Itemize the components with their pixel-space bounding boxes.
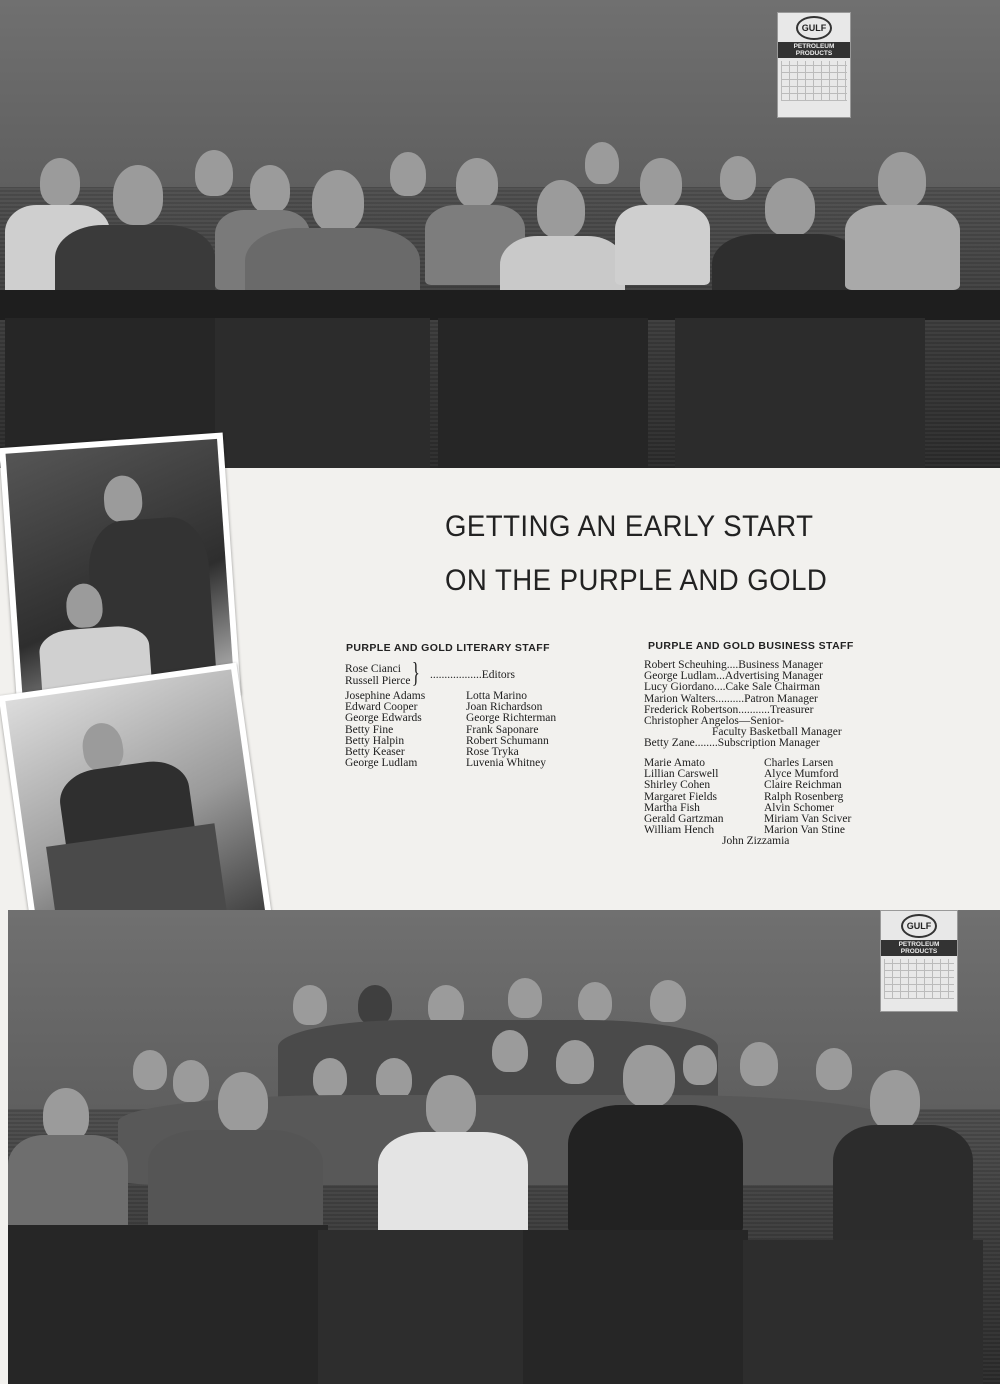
staff-name: Edward Cooper (345, 701, 418, 714)
student-body (833, 1125, 973, 1245)
officer-line: Robert Scheuhing....Business Manager (644, 659, 823, 671)
staff-name: Lillian Carswell (644, 768, 719, 781)
desk (743, 1240, 983, 1384)
staff-name: Josephine Adams (345, 690, 426, 702)
student-body (568, 1105, 743, 1235)
student-head (765, 178, 815, 236)
staff-name: William Hench (644, 824, 715, 837)
student-head (250, 165, 290, 213)
staff-name: Frank Saponare (466, 723, 539, 736)
staff-name: Marie Amato (644, 757, 705, 769)
officer-line: Marion Walters..........Patron Manager (644, 692, 818, 705)
student-head (40, 158, 80, 206)
staff-name: Robert Schumann (466, 734, 549, 747)
student-head (508, 978, 542, 1018)
student-head (740, 1042, 778, 1086)
page-heading (445, 500, 942, 608)
editors-brace: } (411, 658, 420, 689)
calendar-brand: PETROLEUM PRODUCTS (881, 940, 957, 956)
gulf-logo: GULF (796, 16, 832, 40)
student-head (492, 1030, 528, 1072)
student-head (358, 985, 392, 1025)
student-head (816, 1048, 852, 1090)
staff-name: Marion Van Stine (764, 824, 845, 837)
desk-row (0, 290, 1000, 320)
staff-name: Luvenia Whitney (466, 757, 546, 770)
literary-editors (345, 664, 410, 687)
student-body (8, 1135, 128, 1235)
staff-name: Shirley Cohen (644, 779, 711, 792)
business-staff-last-name: John Zizzamia (722, 835, 790, 847)
officer-line: Frederick Robertson...........Treasurer (644, 703, 814, 716)
desk (215, 318, 430, 468)
editor-name: Rose Cianci (345, 663, 401, 675)
student-head (720, 156, 756, 200)
student-head (218, 1072, 268, 1132)
student-head (683, 1045, 717, 1085)
student-head (312, 170, 364, 232)
gulf-calendar (880, 910, 958, 1012)
staff-name: Margaret Fields (644, 790, 717, 803)
officer-line: Christopher Angelos—Senior- (644, 715, 784, 728)
student-head (195, 150, 233, 196)
desk (675, 318, 925, 468)
student-head (113, 165, 163, 225)
student-head (293, 985, 327, 1025)
staff-name: Rose Tryka (466, 746, 519, 759)
calendar-grid (781, 61, 847, 101)
student-head (585, 142, 619, 184)
staff-name: Alyce Mumford (764, 768, 839, 781)
business-staff-right-column (764, 758, 851, 836)
staff-name: Miriam Van Sciver (764, 813, 852, 826)
staff-name: Gerald Gartzman (644, 813, 724, 826)
calendar-grid (884, 959, 954, 999)
student-head (556, 1040, 594, 1084)
officer-line: Faculty Basketball Manager (712, 726, 842, 739)
staff-name: Betty Fine (345, 723, 394, 736)
staff-name: Betty Halpin (345, 734, 405, 747)
gulf-logo: GULF (901, 914, 937, 938)
student-head (623, 1045, 675, 1107)
officer-line: George Ludlam...Advertising Manager (644, 670, 823, 683)
literary-staff-right-column (466, 691, 556, 769)
staff-name: Joan Richardson (466, 701, 543, 714)
staff-name: George Edwards (345, 712, 422, 725)
student-head (650, 980, 686, 1022)
student-body (845, 205, 960, 290)
staff-name: Claire Reichman (764, 779, 842, 792)
student-head (640, 158, 682, 208)
student-head (578, 982, 612, 1022)
staff-name: Alvin Schomer (764, 801, 834, 814)
editors-label: ..................Editors (430, 669, 515, 681)
student-head (426, 1075, 476, 1135)
staff-name: Ralph Rosenberg (764, 790, 844, 803)
desk (318, 1230, 538, 1384)
student-head (313, 1058, 347, 1098)
student-head (537, 180, 585, 238)
calendar-brand: PETROLEUM PRODUCTS (778, 42, 850, 58)
editor-name: Russell Pierce (345, 674, 411, 687)
literary-staff-title: PURPLE AND GOLD LITERARY STAFF (346, 642, 550, 654)
staff-name: Lotta Marino (466, 690, 527, 702)
business-staff-left-column (644, 758, 724, 836)
student-head (456, 158, 498, 208)
student-head (133, 1050, 167, 1090)
desk (8, 1225, 328, 1384)
student-body (615, 205, 710, 285)
staff-name: Charles Larsen (764, 757, 834, 769)
desk (438, 318, 648, 468)
desk (523, 1230, 748, 1384)
student-body (148, 1130, 323, 1240)
student-head (870, 1070, 920, 1130)
staff-name: Betty Keaser (345, 746, 405, 759)
student-head (173, 1060, 209, 1102)
officer-line: Betty Zane........Subscription Manager (644, 737, 820, 750)
officer-line: Lucy Giordano....Cake Sale Chairman (644, 681, 820, 694)
staff-name: Martha Fish (644, 801, 700, 814)
student-head (878, 152, 926, 208)
heading-line-2: ON THE PURPLE AND GOLD (445, 564, 828, 597)
staff-name: George Richterman (466, 712, 557, 725)
business-staff-title: PURPLE AND GOLD BUSINESS STAFF (648, 640, 854, 652)
top-class-photo (0, 0, 1000, 468)
staff-name: George Ludlam (345, 757, 418, 770)
student-body (378, 1132, 528, 1242)
literary-staff-left-column (345, 691, 425, 769)
standing-student-head (102, 474, 143, 523)
heading-line-1: GETTING AN EARLY START (445, 510, 814, 543)
student-head (376, 1058, 412, 1100)
bottom-class-photo (8, 910, 1000, 1384)
business-officers (644, 660, 842, 750)
student-head (390, 152, 426, 196)
student-head (43, 1088, 89, 1142)
editors-photo-image (6, 439, 235, 703)
gulf-calendar (777, 12, 851, 118)
